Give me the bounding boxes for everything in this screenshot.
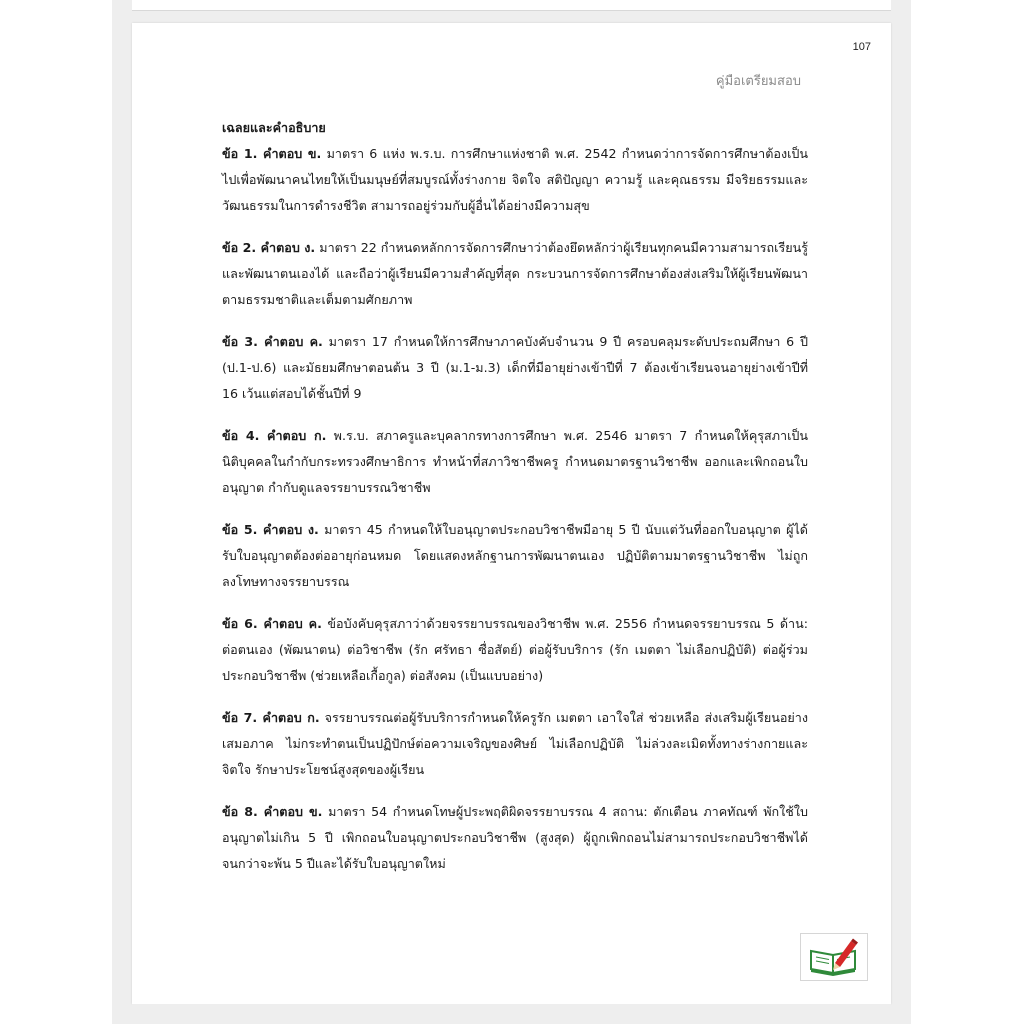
page-number: 107 [852,41,871,53]
answer-label: ข้อ 8. คำตอบ ข. [222,804,323,819]
answer-label: ข้อ 1. คำตอบ ข. [222,146,322,161]
page-bottom-gap [132,1004,891,1024]
answer-text: มาตรา 45 กำหนดให้ใบอนุญาตประกอบวิชาชีพมีอายุ 5 ปี นับแต่วันที่ออกใบอนุญาต ผู้ได้รับใบอนุญาตต้องต่ออายุก่อนหมด โดยแสดงหลักฐานการพัฒนาตนเอง ปฏิบัติตามมาตรฐานวิชาชีพ ไม่ถูกลงโทษทางจรรยาบรรณ [222,522,808,589]
previous-page-edge[interactable] [132,0,891,11]
answer-item [222,235,808,313]
answer-label: ข้อ 4. คำตอบ ก. [222,428,327,443]
answer-item [222,611,808,689]
answer-text: มาตรา 54 กำหนดโทษผู้ประพฤติผิดจรรยาบรรณ 4 สถาน: ตักเตือน ภาคทัณฑ์ พักใช้ใบอนุญาตไม่เกิน 5 ปี เพิกถอนใบอนุญาตประกอบวิชาชีพ (สูงสุด) ผู้ถูกเพิกถอนไม่สามารถประกอบวิชาชีพได้จนกว่าจะพ้น 5 ปีและได้รับใบอนุญาตใหม่ [222,804,808,871]
answer-text: มาตรา 6 แห่ง พ.ร.บ. การศึกษาแห่งชาติ พ.ศ. 2542 กำหนดว่าการจัดการศึกษาต้องเป็นไปเพื่อพัฒนาคนไทยให้เป็นมนุษย์ที่สมบูรณ์ทั้งร่างกาย จิตใจ สติปัญญา ความรู้ และคุณธรรม มีจริยธรรมและวัฒนธรรมในการดำรงชีวิต สามารถอยู่ร่วมกับผู้อื่นได้อย่างมีความสุข [222,146,808,213]
answer-text: มาตรา 22 กำหนดหลักการจัดการศึกษาว่าต้องยึดหลักว่าผู้เรียนทุกคนมีความสามารถเรียนรู้และพัฒนาตนเองได้ และถือว่าผู้เรียนมีความสำคัญที่สุด กระบวนการจัดการศึกษาต้องส่งเสริมให้ผู้เรียนพัฒนาตามธรรมชาติและเต็มตามศักยภาพ [222,240,808,307]
answer-item [222,799,808,877]
book-pencil-icon [807,937,861,977]
answer-text: พ.ร.บ. สภาครูและบุคลากรทางการศึกษา พ.ศ. 2546 มาตรา 7 กำหนดให้คุรุสภาเป็นนิติบุคคลในกำกับกระทรวงศึกษาธิการ ทำหน้าที่สภาวิชาชีพครู กำหนดมาตรฐานวิชาชีพ ออกและเพิกถอนใบอนุญาต กำกับดูแลจรรยาบรรณวิชาชีพ [222,428,808,495]
answer-text: ข้อบังคับคุรุสภาว่าด้วยจรรยาบรรณของวิชาชีพ พ.ศ. 2556 กำหนดจรรยาบรรณ 5 ด้าน: ต่อตนเอง (พัฒนาตน) ต่อวิชาชีพ (รัก ศรัทธา ซื่อสัตย์) ต่อผู้รับบริการ (รัก เมตตา ไม่เลือกปฏิบัติ) ต่อผู้ร่วมประกอบวิชาชีพ (ช่วยเหลือเกื้อกูล) ต่อสังคม (เป็นแบบอย่าง) [222,616,808,683]
answer-text: จรรยาบรรณต่อผู้รับบริการกำหนดให้ครูรัก เมตตา เอาใจใส่ ช่วยเหลือ ส่งเสริมผู้เรียนอย่างเสมอภาค ไม่กระทำตนเป็นปฏิปักษ์ต่อความเจริญของศิษย์ ไม่เลือกปฏิบัติ ไม่ล่วงละเมิดทั้งทางร่างกายและจิตใจ รักษาประโยชน์สูงสุดของผู้เรียน [222,710,808,777]
viewer-gutter-right [891,0,911,1024]
document-page [132,23,891,1004]
page-content [222,115,808,893]
answer-label: ข้อ 3. คำตอบ ค. [222,334,323,349]
answer-item [222,423,808,501]
page-gap [132,11,891,23]
answer-item [222,141,808,219]
answer-label: ข้อ 7. คำตอบ ก. [222,710,320,725]
book-pencil-logo [800,933,868,981]
answer-label: ข้อ 6. คำตอบ ค. [222,616,322,631]
running-header: คู่มือเตรียมสอบ [715,74,801,89]
answer-item [222,517,808,595]
section-heading: เฉลยและคำอธิบาย [222,120,326,135]
viewer-background-left [0,0,112,1024]
viewer-background-right [912,0,1024,1024]
answer-item [222,705,808,783]
answer-text: มาตรา 17 กำหนดให้การศึกษาภาคบังคับจำนวน 9 ปี ครอบคลุมระดับประถมศึกษา 6 ปี (ป.1-ป.6) และมัธยมศึกษาตอนต้น 3 ปี (ม.1-ม.3) เด็กที่มีอายุย่างเข้าปีที่ 7 ต้องเข้าเรียนจนอายุย่างเข้าปีที่ 16 เว้นแต่สอบได้ชั้นปีที่ 9 [222,334,808,401]
answer-label: ข้อ 2. คำตอบ ง. [222,240,316,255]
answer-label: ข้อ 5. คำตอบ ง. [222,522,319,537]
answer-item [222,329,808,407]
viewer-gutter-left [112,0,132,1024]
